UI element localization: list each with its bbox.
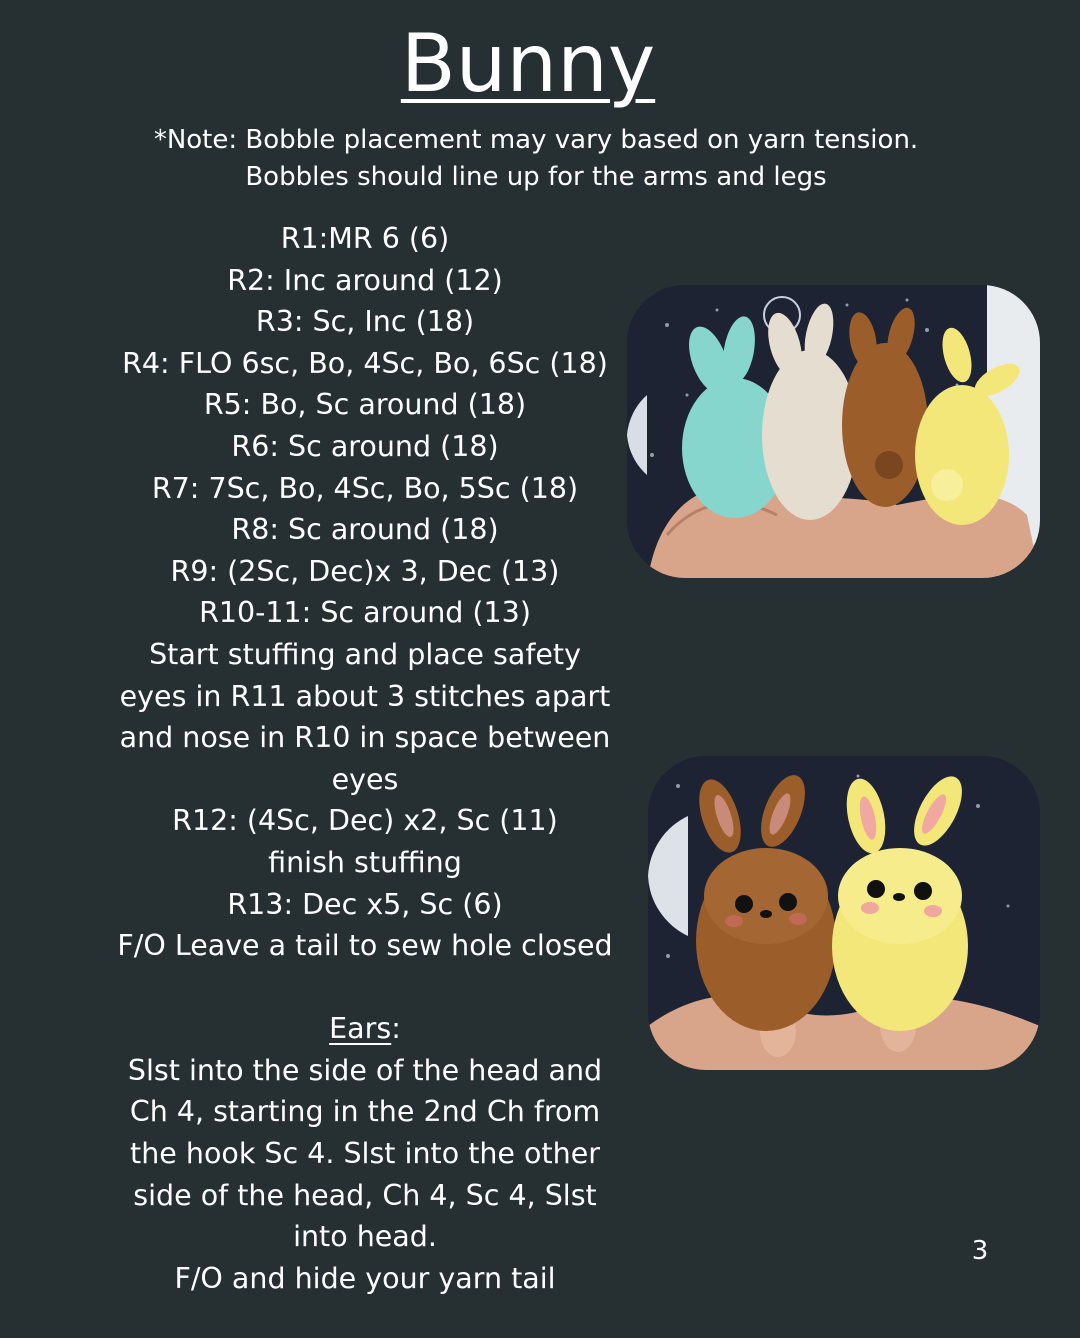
ears-heading: Ears: [329, 1012, 392, 1046]
round-line: R9: (2Sc, Dec)x 3, Dec (13): [170, 554, 560, 588]
round-line: R4: FLO 6sc, Bo, 4Sc, Bo, 6Sc (18): [122, 346, 608, 380]
stuffing-note-line: eyes in R11 about 3 stitches apart: [119, 679, 611, 713]
stuffing-note: [110, 634, 620, 800]
pattern-instructions: [110, 218, 620, 1299]
bunnies-back-photo: [627, 285, 1040, 578]
note-line: *Note: Bobble placement may vary based on yarn tension.: [153, 125, 919, 155]
round-line: R13: Dec x5, Sc (6): [227, 887, 503, 921]
ears-line: Slst into the side of the head and: [127, 1053, 603, 1087]
ears-line: the hook Sc 4. Slst into the other: [130, 1137, 600, 1171]
bunnies-front-photo: [648, 756, 1040, 1070]
stuffing-note-line: and nose in R10 in space between: [119, 721, 611, 755]
bunnies-back-illustration: [627, 285, 1040, 578]
ears-line: into head.: [293, 1220, 437, 1254]
bunnies-front-illustration: [648, 756, 1040, 1070]
round-line: R3: Sc, Inc (18): [255, 305, 475, 339]
spacer: [110, 967, 620, 1009]
ears-heading-line: [110, 1008, 620, 1050]
stuffing-note-line: eyes: [331, 762, 399, 796]
note-line: Bobbles should line up for the arms and legs: [245, 162, 827, 192]
round-line: F/O Leave a tail to sew hole closed: [117, 929, 613, 963]
round-line: R2: Inc around (12): [227, 263, 503, 297]
round-line: R5: Bo, Sc around (18): [203, 388, 527, 422]
round-line: R10-11: Sc around (13): [199, 596, 531, 630]
page-title: Bunny: [400, 17, 656, 110]
round-line: R1:MR 6 (6): [280, 222, 450, 255]
ears-final-line: F/O and hide your yarn tail: [174, 1261, 556, 1295]
yarn-tension-note: [60, 122, 1012, 196]
ears-line: Ch 4, starting in the 2nd Ch from: [129, 1095, 601, 1129]
ears-line: side of the head, Ch 4, Sc 4, Slst: [133, 1178, 597, 1212]
round-line: R12: (4Sc, Dec) x2, Sc (11): [172, 804, 558, 838]
round-line: finish stuffing: [268, 845, 462, 879]
round-line: R8: Sc around (18): [231, 513, 499, 547]
stuffing-note-line: Start stuffing and place safety: [149, 637, 581, 671]
round-line: R6: Sc around (18): [231, 429, 499, 463]
ears-heading-colon: :: [391, 1012, 401, 1046]
page-number: 3: [971, 1236, 989, 1266]
round-line: R7: 7Sc, Bo, 4Sc, Bo, 5Sc (18): [151, 471, 579, 505]
